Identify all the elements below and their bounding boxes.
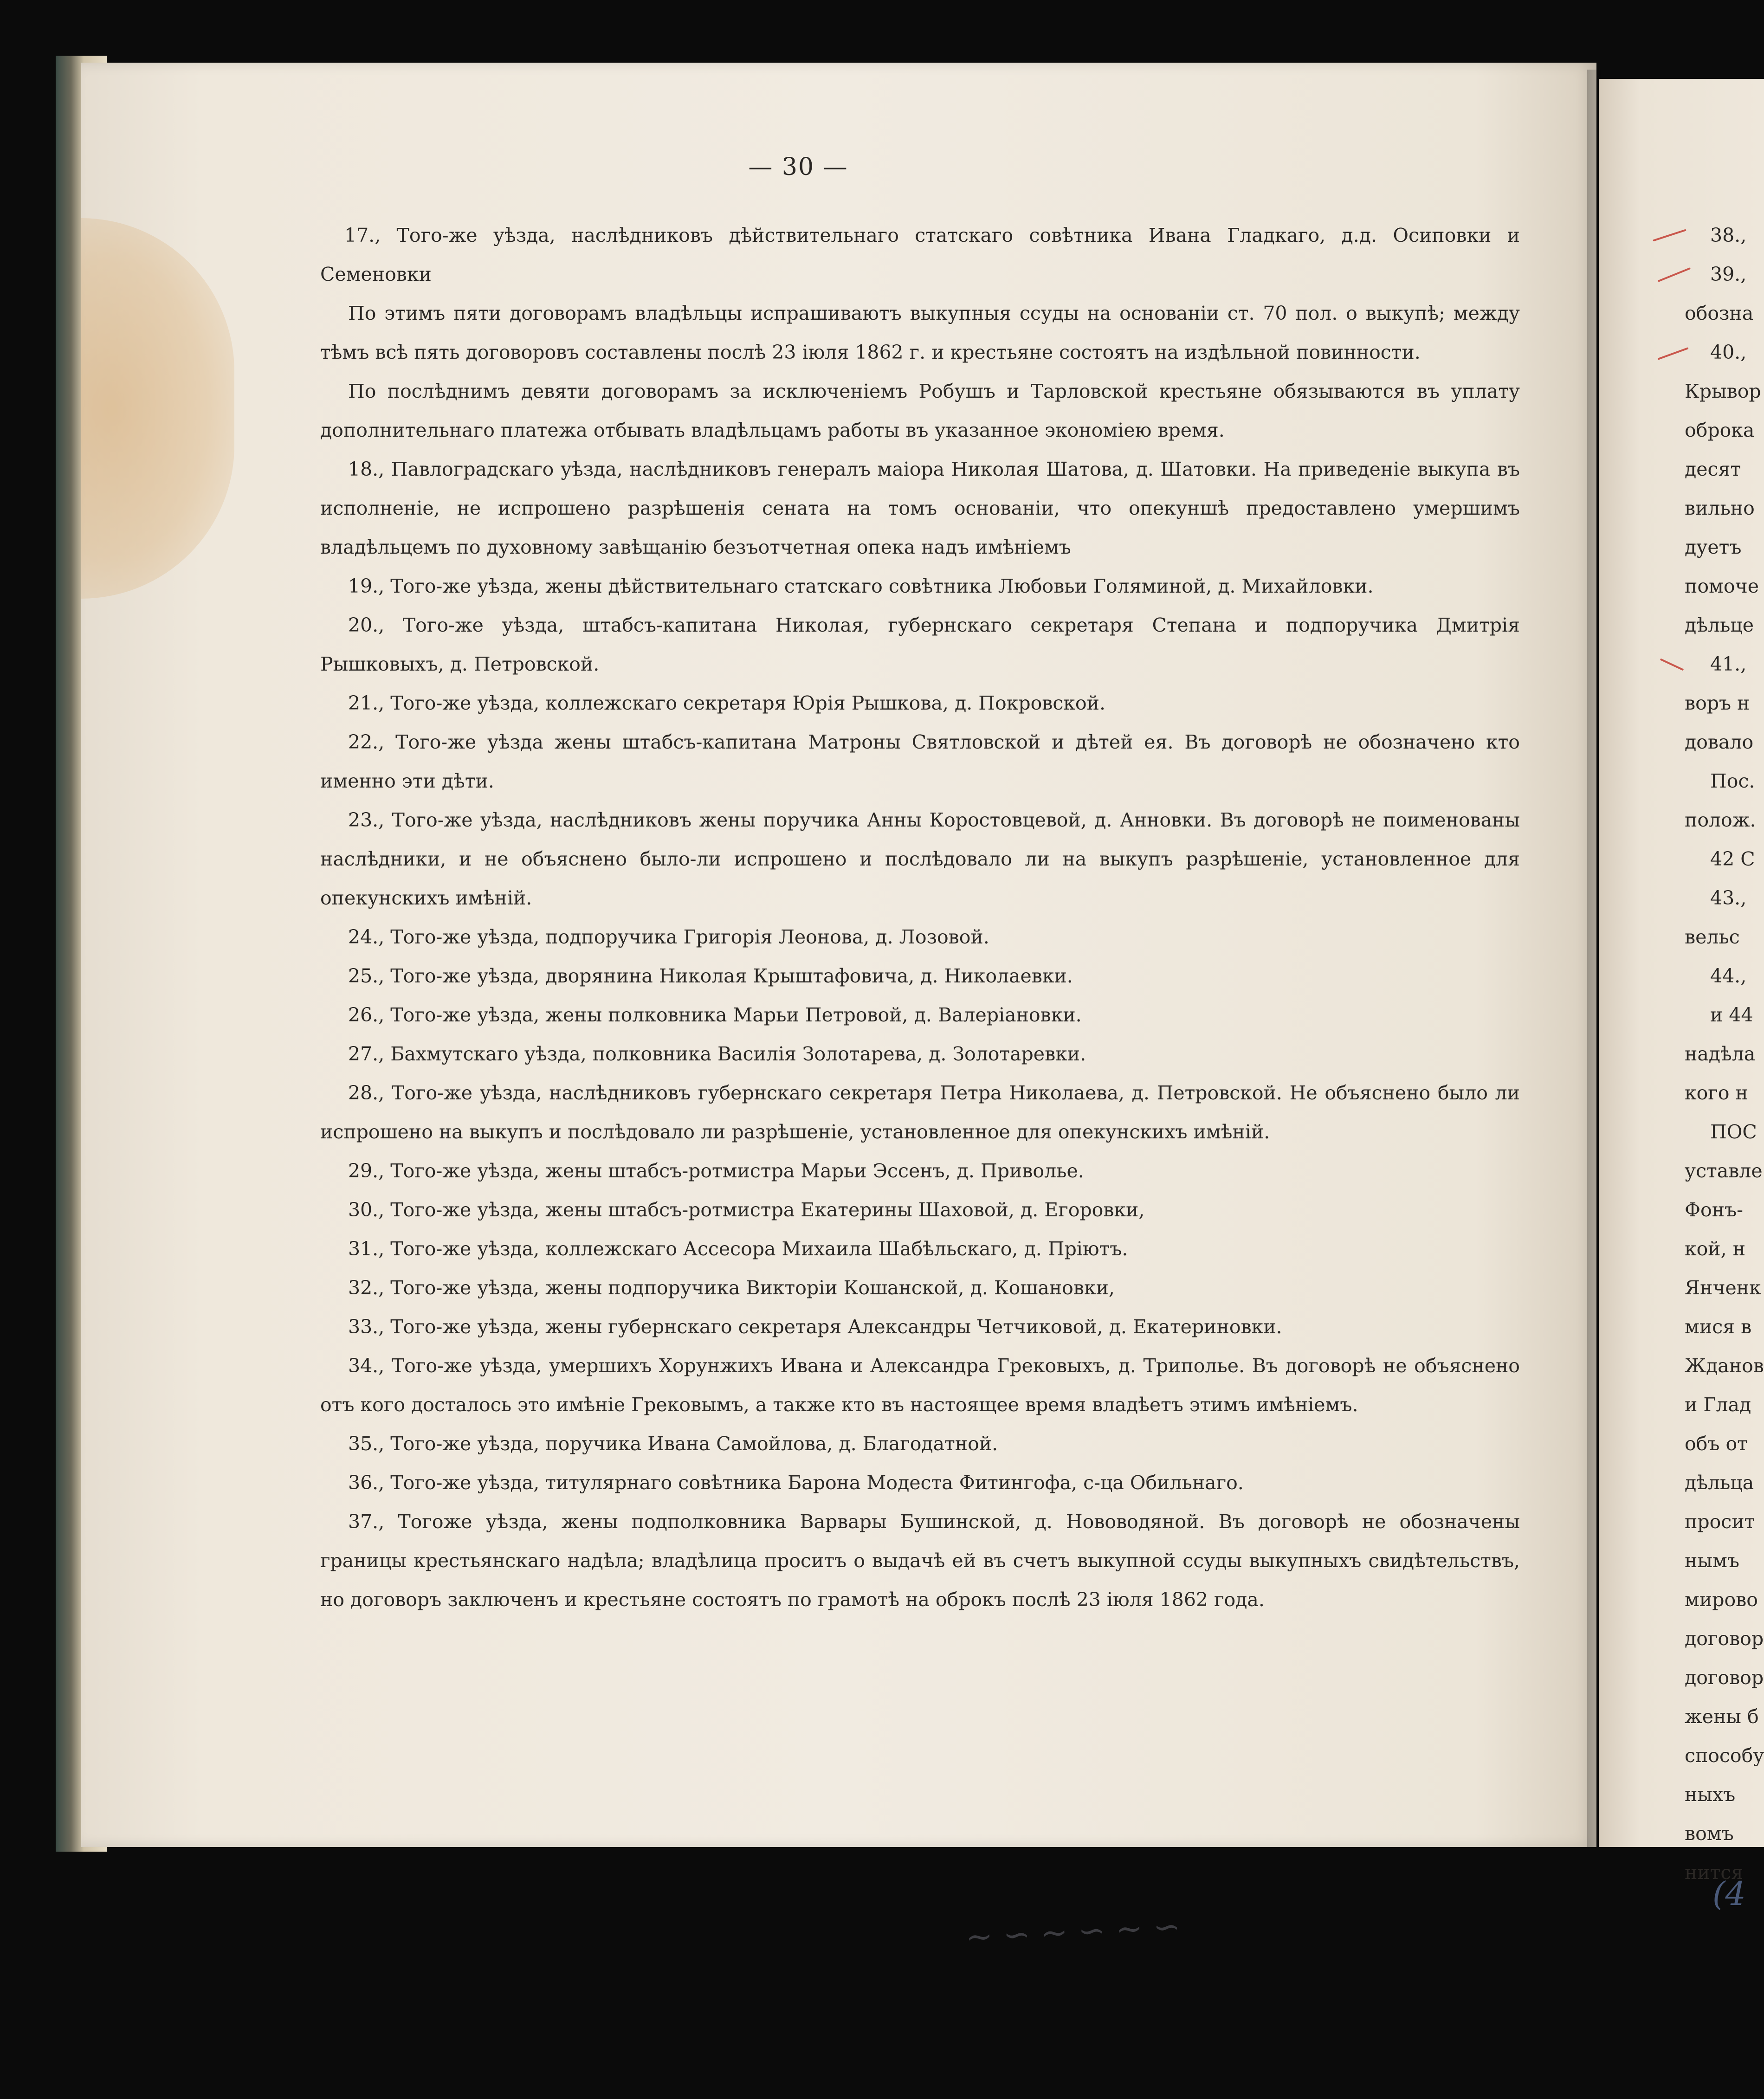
right-fragment: дуетъ [1685,536,1742,558]
right-fragment: договор [1685,1666,1764,1689]
right-fragment: 38., [1710,224,1747,246]
paragraph-27: 27., Бахмутскаго уѣзда, полковника Василія Золотарева, д. Золотаревки. [348,1043,1086,1065]
right-fragment: помоче [1685,575,1759,597]
right-fragment: способу [1685,1744,1764,1767]
paragraph-24: 24., Того-же уѣзда, подпоручика Григорія Леонова, д. Лозовой. [348,926,989,948]
right-fragment: и 44 [1710,1004,1753,1026]
right-fragment: просит [1685,1511,1755,1533]
right-fragment: дѣльце [1685,614,1754,636]
right-fragment: мирово [1685,1589,1758,1611]
paragraph-17: 17., Того-же уѣзда, наслѣдниковъ дѣйствительнаго статскаго совѣтника Ивана Гладкаго, д.д. Осиповки и Семеновки [320,224,1520,285]
paragraph-note-1: По этимъ пяти договорамъ владѣльцы испрашиваютъ выкупныя ссуды на основаніи ст. 70 пол. о выкупѣ; между тѣмъ всѣ пять договоровъ составлены послѣ 23 іюля 1862 г. и крестьяне состоятъ на издѣльной повинности. [320,302,1520,363]
faint-handwriting: ~ ∽ ∼ ∽ ∼ ∽ [964,1907,1182,1957]
paragraph-19: 19., Того-же уѣзда, жены дѣйствительнаго статскаго совѣтника Любовьи Голяминой, д. Михайловки. [348,575,1374,597]
right-fragment: полож. [1685,809,1756,831]
right-fragment: дѣльца [1685,1472,1754,1494]
right-fragment: договор [1685,1628,1764,1650]
right-fragment: нымъ [1685,1550,1739,1572]
right-fragment: оброка [1685,419,1755,441]
paragraph-20: 20., Того-же уѣзда, штабсъ-капитана Николая, губернскаго секретаря Степана и подпоручика Дмитрія Рышковыхъ, д. Петровской. [320,614,1520,675]
right-fragment: 43., [1710,887,1747,909]
right-fragment: ПОС [1710,1121,1757,1143]
paragraph-21: 21., Того-же уѣзда, коллежскаго секретаря Юрія Рышкова, д. Покровской. [348,692,1105,714]
main-text [320,216,1520,1619]
paragraph-34: 34., Того-же уѣзда, умершихъ Хорунжихъ Ивана и Александра Грековыхъ, д. Триполье. Въ договорѣ не объяснено отъ кого досталось это имѣніе Грековымъ, а также кто въ настоящее время владѣетъ этимъ имѣніемъ. [320,1355,1520,1416]
right-fragment: Фонъ- [1685,1199,1743,1221]
right-page-text [1685,216,1764,1892]
right-fragment: жены б [1685,1705,1759,1728]
right-fragment: объ от [1685,1433,1748,1455]
right-fragment: десят [1685,458,1741,480]
paragraph-28: 28., Того-же уѣзда, наслѣдниковъ губернскаго секретаря Петра Николаева, д. Петровской. Не объяснено было ли испрошено на выкупъ и послѣдовало ли разрѣшеніе, установленное для опекунскихъ имѣній. [320,1082,1520,1143]
right-fragment: кой, н [1685,1238,1746,1260]
right-fragment: Янченк [1685,1277,1761,1299]
right-fragment: Жданов [1685,1355,1764,1377]
right-fragment: ныхъ [1685,1783,1736,1806]
paragraph-30: 30., Того-же уѣзда, жены штабсъ-ротмистра Екатерины Шаховой, д. Егоровки, [348,1199,1145,1221]
pencil-note: (4 [1712,1875,1746,1913]
right-fragment: вильно [1685,497,1755,519]
paragraph-26: 26., Того-же уѣзда, жены полковника Марьи Петровой, д. Валеріановки. [348,1004,1082,1026]
right-fragment: нится [1685,1861,1744,1884]
right-fragment: вельс [1685,926,1740,948]
right-fragment: 41., [1710,653,1747,675]
right-fragment: кого н [1685,1082,1748,1104]
paragraph-18: 18., Павлоградскаго уѣзда, наслѣдниковъ генералъ маіора Николая Шатова, д. Шатовки. На приведеніе выкупа въ исполненіе, не испрошено разрѣшенія сената на томъ основаніи, что опекуншѣ предоставлено умершимъ владѣльцемъ по духовному завѣщанію безъотчетная опека надъ имѣніемъ [320,458,1520,558]
page-number: — 30 — [748,153,848,181]
right-fragment: Крывор [1685,380,1761,402]
right-fragment: вомъ [1685,1822,1734,1845]
right-fragment: довало [1685,731,1754,753]
paragraph-note-2: По послѣднимъ девяти договорамъ за исключеніемъ Робушъ и Тарловской крестьяне обязываются въ уплату дополнительнаго платежа отбывать владѣльцамъ работы въ указанное экономіею время. [320,380,1520,441]
paragraph-23: 23., Того-же уѣзда, наслѣдниковъ жены поручика Анны Коростовцевой, д. Анновки. Въ договорѣ не поименованы наслѣдники, и не объяснено было-ли испрошено и послѣдовало ли на выкупъ разрѣшеніе, установленное для опекунскихъ имѣній. [320,809,1520,909]
right-fragment: 42 С [1710,848,1755,870]
right-fragment: обозна [1685,302,1754,324]
right-fragment: Пос. [1710,770,1755,792]
paragraph-33: 33., Того-же уѣзда, жены губернскаго секретаря Александры Четчиковой, д. Екатериновки. [348,1316,1282,1338]
paragraph-22: 22., Того-же уѣзда жены штабсъ-капитана Матроны Святловской и дѣтей ея. Въ договорѣ не обозначено кто именно эти дѣти. [320,731,1520,792]
paragraph-32: 32., Того-же уѣзда, жены подпоручика Викторіи Кошанской, д. Кошановки, [348,1277,1115,1299]
right-fragment: 39., [1710,263,1747,285]
right-fragment: 40., [1710,341,1747,363]
right-fragment: 44., [1710,965,1747,987]
paragraph-29: 29., Того-же уѣзда, жены штабсъ-ротмистра Марьи Эссенъ, д. Приволье. [348,1160,1084,1182]
right-fragment: воръ н [1685,692,1750,714]
paragraph-31: 31., Того-же уѣзда, коллежскаго Ассесора Михаила Шабѣльскаго, д. Пріютъ. [348,1238,1128,1260]
paragraph-37: 37., Тогоже уѣзда, жены подполковника Варвары Бушинской, д. Нововодяной. Въ договорѣ не обозначены границы крестьянскаго надѣла; владѣлица проситъ о выдачѣ ей въ счетъ выкупной ссуды выкупныхъ свидѣтельствъ, но договоръ заключенъ и крестьяне состоятъ по грамотѣ на оброкъ послѣ 23 іюля 1862 года. [320,1511,1520,1611]
right-fragment: мися в [1685,1316,1752,1338]
paragraph-25: 25., Того-же уѣзда, дворянина Николая Крыштафовича, д. Николаевки. [348,965,1073,987]
paragraph-36: 36., Того-же уѣзда, титулярнаго совѣтника Барона Модеста Фитингофа, с-ца Обильнаго. [348,1472,1244,1494]
right-fragment: уставле [1685,1160,1763,1182]
right-fragment: и Глад [1685,1394,1751,1416]
right-fragment: надѣла [1685,1043,1756,1065]
paragraph-35: 35., Того-же уѣзда, поручика Ивана Самойлова, д. Благодатной. [348,1433,998,1455]
